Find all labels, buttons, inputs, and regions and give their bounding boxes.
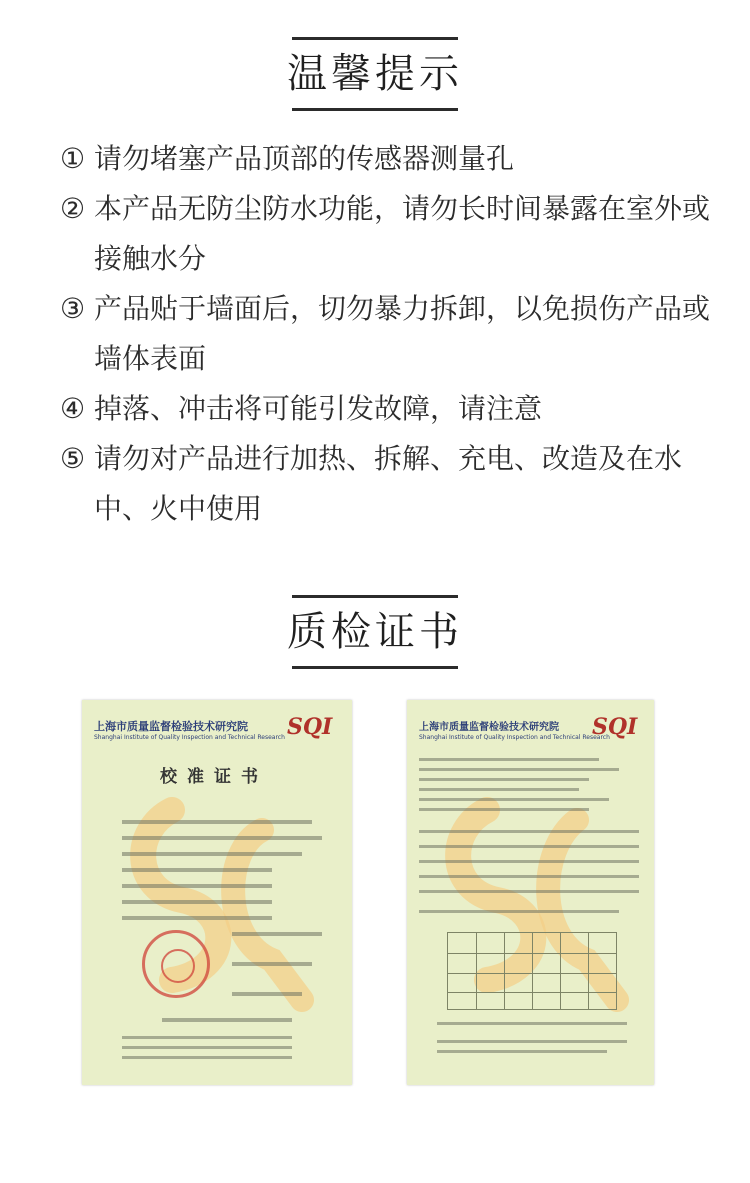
- title-top-rule: [292, 595, 458, 598]
- calibration-certificate-page-2: [407, 700, 654, 1085]
- official-seal-icon: [142, 930, 210, 998]
- text-line: [419, 788, 579, 791]
- table-col-line: [588, 933, 589, 1009]
- text-line: [419, 808, 589, 811]
- sqi-logo: SQI: [592, 714, 638, 740]
- text-line: [419, 778, 589, 781]
- tip-item: [60, 434, 710, 534]
- text-line: [437, 1022, 627, 1025]
- cert-title-text: 质检证书: [287, 609, 463, 655]
- tip-number: ④: [60, 392, 86, 425]
- text-line: [437, 1040, 627, 1043]
- tip-item: [60, 134, 710, 184]
- institute-header-en: Shanghai Institute of Quality Inspection and Technical Research: [419, 734, 610, 741]
- text-line: [122, 868, 272, 872]
- text-line: [122, 1056, 292, 1059]
- tips-section-title: [0, 37, 750, 111]
- tips-title-text: 温馨提示: [287, 51, 463, 97]
- institute-header: 上海市质量监督检验技术研究院: [94, 720, 248, 733]
- results-table: [447, 932, 617, 1010]
- title-top-rule: [292, 37, 458, 40]
- text-line: [419, 798, 609, 801]
- tip-text: 产品贴于墙面后，切勿暴力拆卸，以免损伤产品或墙体表面: [94, 292, 711, 375]
- tip-item: [60, 384, 710, 434]
- text-line: [122, 916, 272, 920]
- text-line: [232, 962, 312, 966]
- table-col-line: [532, 933, 533, 1009]
- text-line: [122, 900, 272, 904]
- institute-header-en: Shanghai Institute of Quality Inspection and Technical Research: [94, 734, 285, 741]
- text-line: [419, 768, 619, 771]
- tip-text: 请勿堵塞产品顶部的传感器测量孔: [94, 142, 515, 175]
- text-line: [122, 1046, 292, 1049]
- tip-item: [60, 284, 710, 384]
- tip-item: [60, 184, 710, 284]
- text-line: [437, 1050, 607, 1053]
- text-line: [419, 830, 639, 833]
- text-line: [419, 875, 639, 878]
- text-line: [419, 860, 639, 863]
- text-line: [122, 884, 272, 888]
- tip-text: 请勿对产品进行加热、拆解、充电、改造及在水中、火中使用: [94, 442, 683, 525]
- tip-number: ②: [60, 192, 86, 225]
- table-col-line: [504, 933, 505, 1009]
- tip-number: ⑤: [60, 442, 86, 475]
- sqi-logo: SQI: [287, 714, 333, 740]
- tips-list: [60, 134, 710, 534]
- tip-text: 掉落、冲击将可能引发故障，请注意: [94, 392, 543, 425]
- tip-number: ③: [60, 292, 86, 325]
- watermark-logo-icon: [112, 770, 332, 1020]
- text-line: [419, 890, 639, 893]
- text-line: [419, 845, 639, 848]
- certificate-title: 校准证书: [160, 767, 268, 787]
- text-line: [419, 758, 599, 761]
- text-line: [122, 1036, 292, 1039]
- tip-number: ①: [60, 142, 86, 175]
- calibration-certificate-page-1: [82, 700, 352, 1085]
- cert-section-title: [0, 595, 750, 669]
- table-col-line: [476, 933, 477, 1009]
- text-line: [122, 820, 312, 824]
- text-line: [419, 910, 619, 913]
- table-col-line: [560, 933, 561, 1009]
- text-line: [232, 992, 302, 996]
- text-line: [162, 1018, 292, 1022]
- text-line: [232, 932, 322, 936]
- text-line: [122, 852, 302, 856]
- title-bottom-rule: [292, 108, 458, 111]
- institute-header: 上海市质量监督检验技术研究院: [419, 722, 559, 733]
- title-bottom-rule: [292, 666, 458, 669]
- tip-text: 本产品无防尘防水功能，请勿长时间暴露在室外或接触水分: [94, 192, 711, 275]
- text-line: [122, 836, 322, 840]
